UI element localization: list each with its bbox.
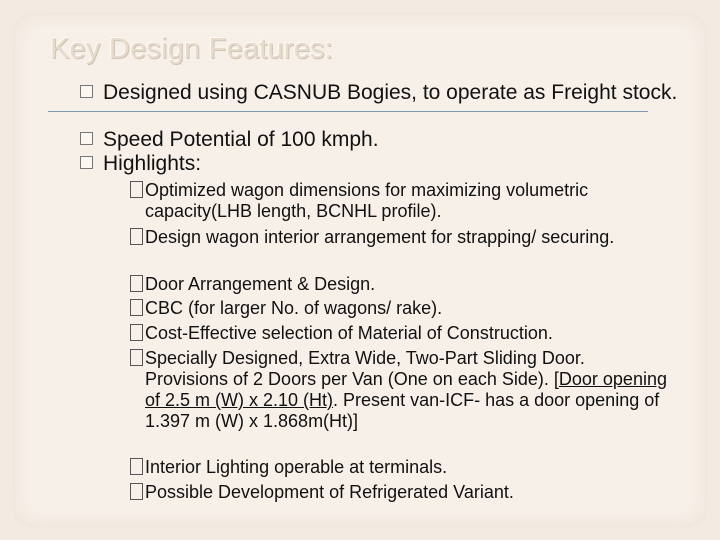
- missing-glyph-icon: [130, 458, 143, 475]
- checkbox-bullet-icon: [80, 85, 93, 98]
- missing-glyph-icon: [130, 181, 143, 198]
- door-opening-underlined: Door opening of 2.5 m (W) x 2.10 (Ht): [145, 369, 667, 410]
- missing-glyph-icon: [130, 349, 143, 366]
- title-divider: [48, 111, 648, 112]
- bullet-casnub: Designed using CASNUB Bogies, to operate as Freight stock.: [80, 81, 680, 104]
- highlight-item: Cost-Effective selection of Material of Construction.: [130, 323, 670, 344]
- highlight-item: Optimized wagon dimensions for maximizing volumetric capacity(LHB length, BCNHL profile).: [130, 180, 670, 222]
- missing-glyph-icon: [130, 483, 143, 500]
- highlight-item-sliding-door: Specially Designed, Extra Wide, Two-Part Sliding Door. Provisions of 2 Doors per Van (One on each Side). [Door opening of 2.5 m (W) x 2.10 (Ht). Present van-ICF- has a door opening of 1.397 m (W) x 1.868m(Ht)]: [130, 348, 670, 432]
- bullet-highlights: Highlights:: [80, 152, 680, 175]
- checkbox-bullet-icon: [80, 132, 93, 145]
- missing-glyph-icon: [130, 275, 143, 292]
- missing-glyph-icon: [130, 228, 143, 245]
- highlight-item: CBC (for larger No. of wagons/ rake).: [130, 298, 670, 319]
- missing-glyph-icon: [130, 299, 143, 316]
- bullet-speed: Speed Potential of 100 kmph.: [80, 128, 680, 151]
- highlight-item: Possible Development of Refrigerated Variant.: [130, 482, 670, 503]
- highlight-item: Design wagon interior arrangement for strapping/ securing.: [130, 227, 670, 248]
- slide-title: Key Design Features:: [50, 33, 333, 65]
- missing-glyph-icon: [130, 324, 143, 341]
- highlight-item: Door Arrangement & Design.: [130, 274, 670, 295]
- checkbox-bullet-icon: [80, 156, 93, 169]
- highlight-item: Interior Lighting operable at terminals.: [130, 457, 670, 478]
